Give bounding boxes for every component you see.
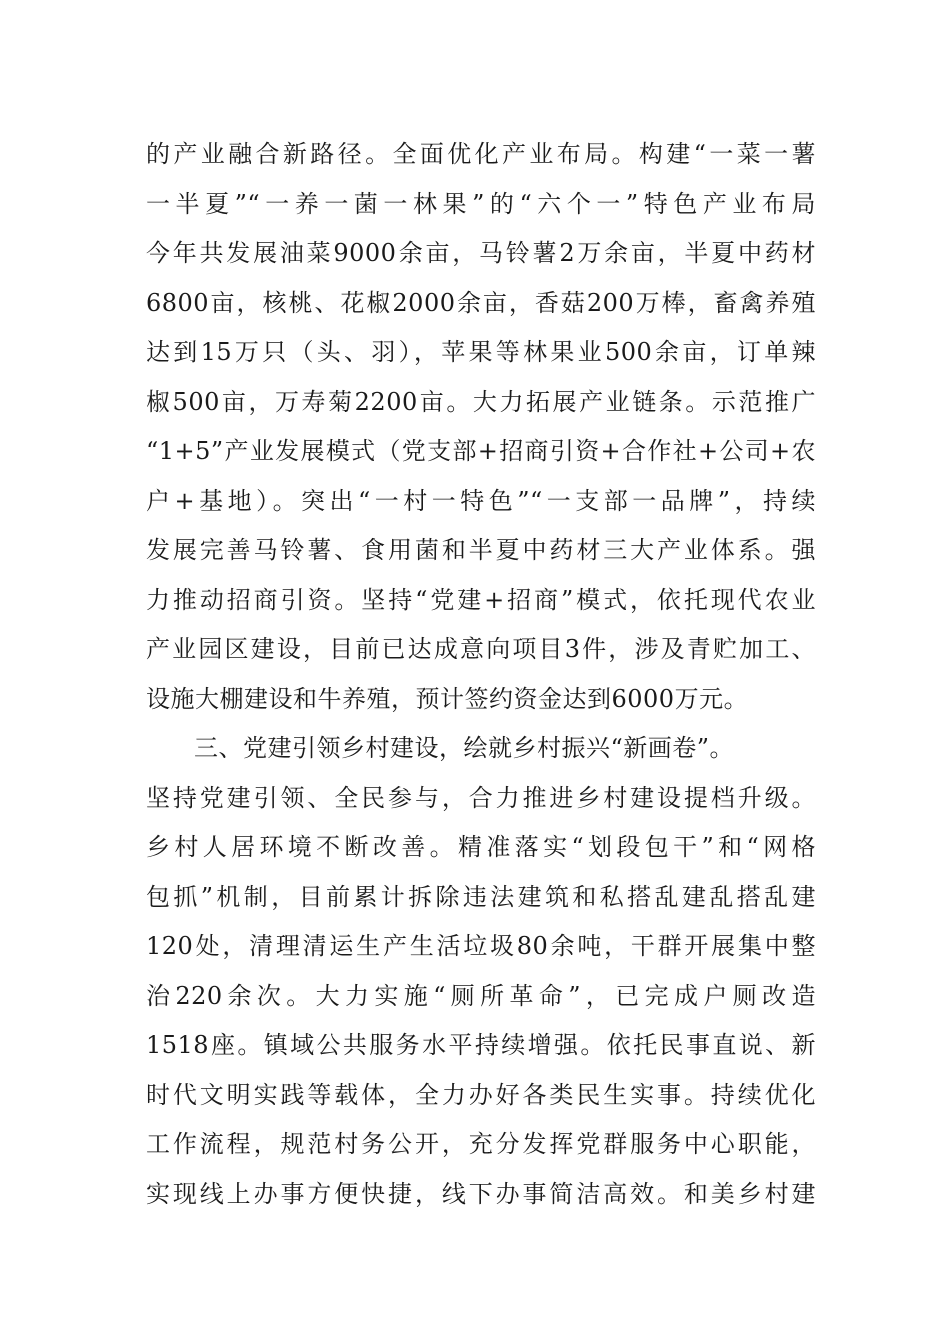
text-line: 设施大棚建设和牛养殖，预计签约资金达到6000万元。 <box>146 684 749 713</box>
text-line: 120处，清理清运生产生活垃圾80余吨，干群开展集中整 <box>146 932 816 960</box>
text-line: 力推动招商引资。坚持“党建+招商”模式，依托现代农业 <box>146 585 816 614</box>
text-line: 今年共发展油菜9000余亩，马铃薯2万余亩，半夏中药材 <box>146 239 816 267</box>
text-line: 发展完善马铃薯、食用菌和半夏中药材三大产业体系。强 <box>146 536 816 564</box>
body-text <box>146 130 816 1219</box>
text-line: 的产业融合新路径。全面优化产业布局。构建“一菜一薯 <box>146 140 816 168</box>
text-line: 坚持党建引领、全民参与，合力推进乡村建设提档升级。 <box>146 783 816 812</box>
text-line: “1+5”产业发展模式（党支部+招商引资+合作社+公司+农 <box>146 437 816 465</box>
text-line: 6800亩，核桃、花椒2000余亩，香菇200万棒，畜禽养殖 <box>146 288 816 317</box>
text-line: 产业园区建设，目前已达成意向项目3件，涉及青贮加工、 <box>146 635 816 663</box>
text-line: 户+基地）。突出“一村一特色”“一支部一品牌”，持续 <box>146 486 816 515</box>
section-heading: 三、党建引领乡村建设，绘就乡村振兴“新画卷”。 <box>194 734 735 762</box>
text-line: 时代文明实践等载体，全力办好各类民生实事。持续优化 <box>146 1080 816 1109</box>
text-line: 乡村人居环境不断改善。精准落实“划段包干”和“网格 <box>146 833 816 861</box>
text-line: 一半夏”“一养一菌一林果”的“六个一”特色产业布局 <box>146 189 816 218</box>
text-line: 实现线上办事方便快捷，线下办事简洁高效。和美乡村建 <box>146 1179 816 1208</box>
text-line: 包抓”机制，目前累计拆除违法建筑和私搭乱建乱搭乱建 <box>146 882 816 911</box>
text-line: 椒500亩，万寿菊2200亩。大力拓展产业链条。示范推广 <box>146 387 816 416</box>
text-line: 1518座。镇域公共服务水平持续增强。依托民事直说、新 <box>146 1031 816 1059</box>
text-line: 治220余次。大力实施“厕所革命”，已完成户厕改造 <box>146 981 816 1010</box>
text-line: 达到15万只（头、羽），苹果等林果业500余亩，订单辣 <box>146 338 816 366</box>
text-line: 工作流程，规范村务公开，充分发挥党群服务中心职能， <box>146 1130 816 1158</box>
